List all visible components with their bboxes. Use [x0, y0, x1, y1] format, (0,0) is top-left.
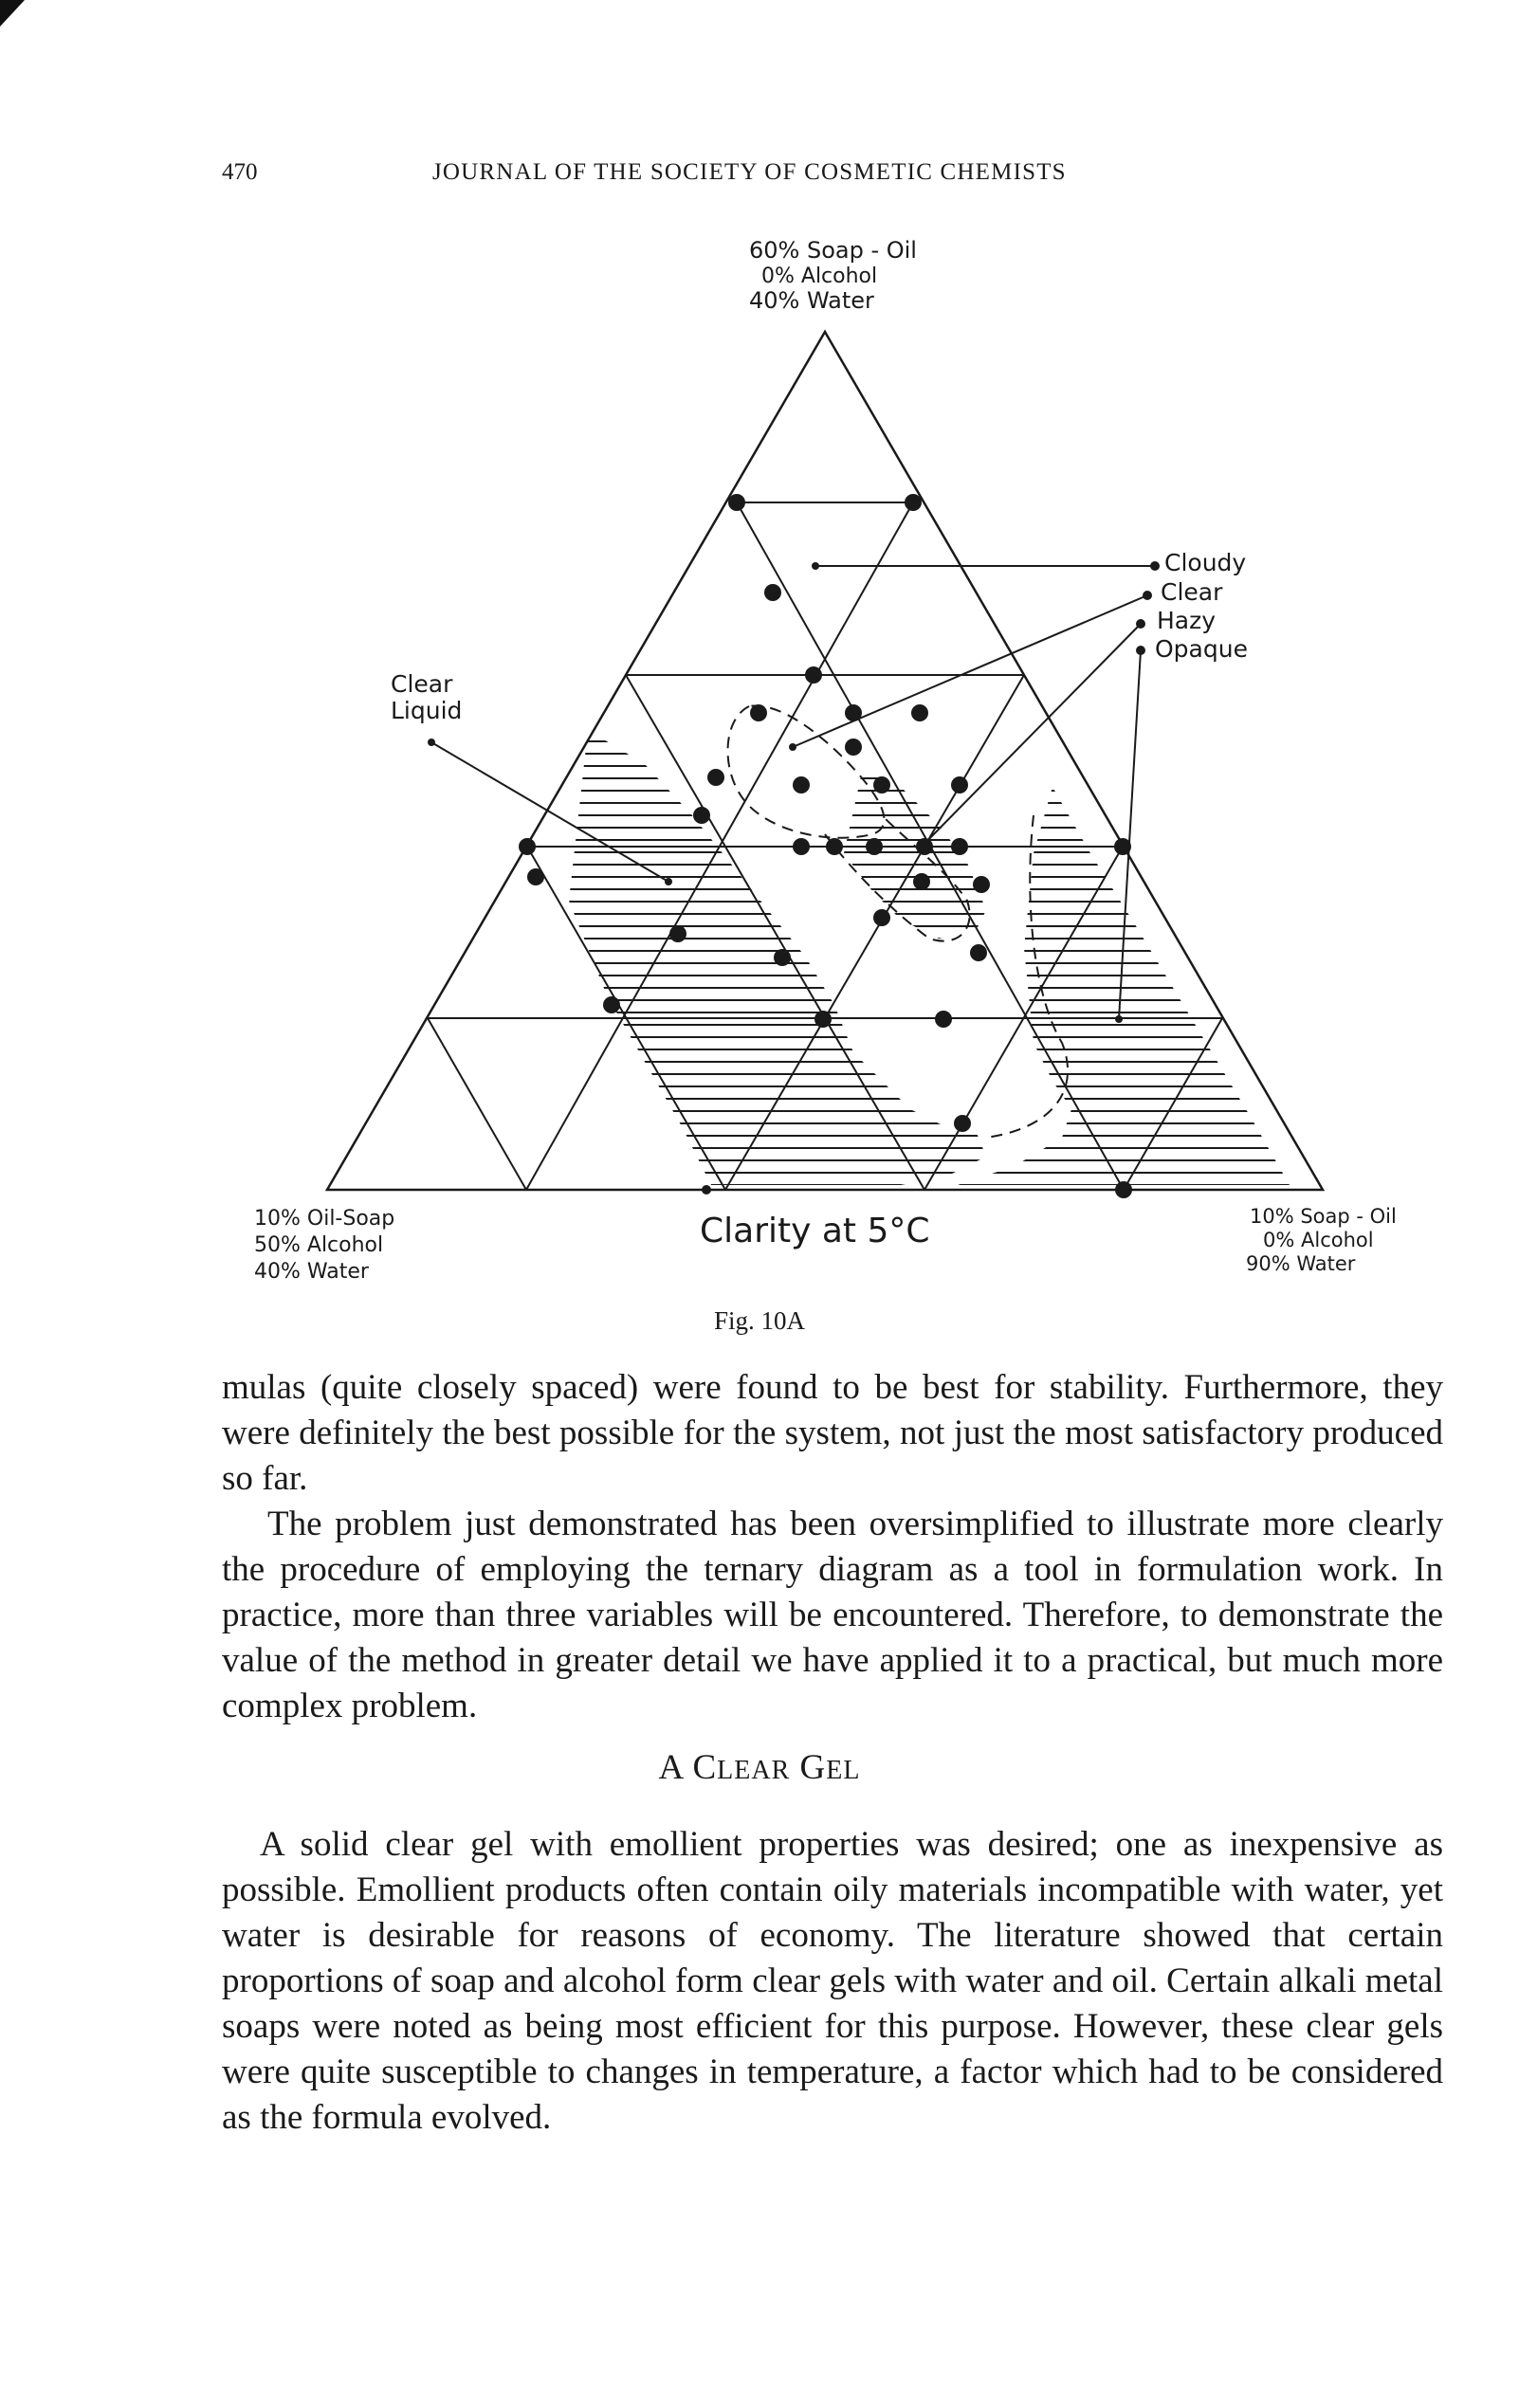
- point: [951, 776, 968, 794]
- point: [873, 776, 890, 794]
- point: [693, 807, 710, 824]
- point: [774, 949, 791, 966]
- paragraph-3: A solid clear gel with emollient properties was desired; one as inexpensive as possible. Emollient products often contain oily materials incompatible with water, yet water is desirable for reasons of economy. The literature showed that certain proportions of soap and alcohol form clear gels with water and oil. Certain alkali metal soaps were noted as being most efficient for this purpose. However, these clear gels were quite susceptible to changes in temperature, a factor which had to be considered as the formula evolved.: [222, 1825, 1443, 2137]
- legend-cloudy: Cloudy: [1164, 549, 1247, 576]
- point: [826, 838, 843, 855]
- point: [764, 584, 781, 601]
- point: [845, 739, 862, 756]
- point: [750, 704, 767, 721]
- diagram-title: Clarity at 5°C: [700, 1212, 930, 1250]
- paragraph-1: mulas (quite closely spaced) were found to be best for stability. Furthermore, they were definitely the best possible for the system, not just the most satisfactory produced so far.: [222, 1368, 1443, 1498]
- section-heading-g: G: [799, 1748, 827, 1787]
- point: [866, 838, 883, 855]
- legend-opaque: Opaque: [1155, 635, 1248, 663]
- region-label-clear: Clear: [391, 670, 453, 698]
- apex-top-label-3: 40% Water: [749, 287, 874, 314]
- point: [707, 769, 724, 786]
- apex-right-label-2: 0% Alcohol: [1263, 1229, 1374, 1251]
- point: [814, 1011, 832, 1028]
- apex-right-label-3: 90% Water: [1246, 1252, 1356, 1275]
- point: [970, 944, 987, 961]
- point: [702, 1185, 711, 1195]
- section-heading-c: C: [692, 1748, 718, 1787]
- apex-top-label-2: 0% Alcohol: [761, 265, 878, 288]
- point: [905, 494, 922, 511]
- paragraph-2: The problem just demonstrated has been oversimplified to illustrate more clearly the procedure of employing the ternary diagram as a tool in formulation work. In practice, more than three variables will be encountered. Therefore, to demonstrate the value of the method in greater detail we have applied it to a practical, but much more complex problem.: [222, 1505, 1443, 1725]
- point: [793, 776, 810, 794]
- point: [793, 838, 810, 855]
- point: [951, 838, 968, 855]
- apex-top-label-1: 60% Soap - Oil: [749, 237, 917, 264]
- legend-hazy: Hazy: [1157, 607, 1217, 634]
- point: [519, 838, 536, 855]
- journal-title: JOURNAL OF THE SOCIETY OF COSMETIC CHEMISTS: [432, 159, 1067, 185]
- apex-left-label-2: 50% Alcohol: [254, 1233, 384, 1257]
- apex-right-label-1: 10% Soap - Oil: [1250, 1205, 1397, 1228]
- point: [935, 1011, 952, 1028]
- point: [603, 996, 620, 1013]
- section-heading-a: A: [658, 1748, 684, 1787]
- figure-caption: Fig. 10A: [713, 1306, 806, 1335]
- apex-left-label-3: 40% Water: [254, 1260, 369, 1284]
- point: [527, 868, 544, 885]
- point: [873, 909, 890, 926]
- point: [1115, 1181, 1132, 1198]
- page-number: 470: [222, 159, 258, 185]
- section-heading: [0, 1747, 1519, 1788]
- apex-left-label-1: 10% Oil-Soap: [254, 1207, 395, 1231]
- point: [911, 704, 928, 721]
- point: [954, 1115, 971, 1132]
- point: [913, 873, 930, 890]
- point: [728, 494, 745, 511]
- legend-clear: Clear: [1161, 578, 1223, 606]
- point: [805, 666, 822, 684]
- point: [669, 925, 686, 942]
- section-heading-lear: LEAR: [717, 1756, 791, 1785]
- section-heading-el: EL: [826, 1756, 861, 1785]
- region-label-liquid: Liquid: [391, 697, 463, 724]
- point: [973, 876, 990, 893]
